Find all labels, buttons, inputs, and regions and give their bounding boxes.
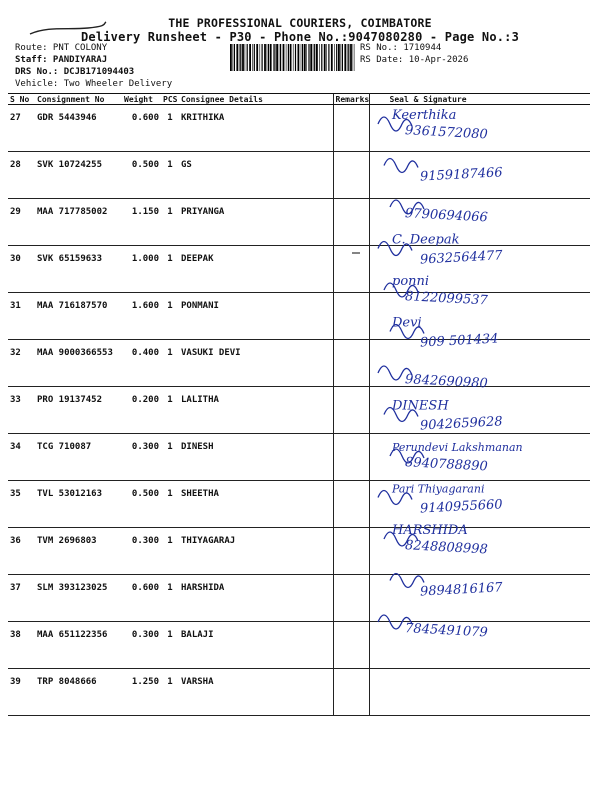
cell-sno: 37 [8, 575, 35, 622]
cell-remarks [333, 481, 369, 528]
cell-consignment: MAA 9000366553 [35, 340, 122, 387]
table-row [8, 152, 590, 199]
handwritten-name: Keerthika [392, 108, 457, 123]
table-row [8, 293, 590, 340]
cell-consignee: THIYAGARAJ [179, 528, 333, 575]
cell-sno: 32 [8, 340, 35, 387]
handwritten-phone: 9842690980 [404, 372, 489, 392]
handwritten-phone: 9361572080 [404, 123, 489, 143]
handwritten-phone: 9042659628 [419, 414, 504, 434]
handwritten-phone: 9632564477 [419, 248, 504, 268]
cell-weight: 0.600 [122, 105, 161, 152]
cell-sno: 38 [8, 622, 35, 669]
handwritten-phone: 9140955660 [419, 497, 504, 517]
cell-pcs: 1 [161, 481, 179, 528]
cell-weight: 0.500 [122, 481, 161, 528]
cell-consignment: TVL 53012163 [35, 481, 122, 528]
cell-signature [369, 434, 590, 481]
table-row [8, 481, 590, 528]
cell-pcs: 1 [161, 340, 179, 387]
cell-signature [369, 246, 590, 293]
cell-weight: 0.300 [122, 528, 161, 575]
cell-consignee: DEEPAK [179, 246, 333, 293]
cell-sno: 34 [8, 434, 35, 481]
handwritten-phone: 8248808998 [404, 538, 489, 558]
header-remarks: Remarks [333, 94, 369, 105]
handwritten-phone: 9159187466 [419, 165, 504, 185]
handwritten-name: Pari Thiyagarani [392, 482, 485, 496]
cell-consignee: GS [179, 152, 333, 199]
cell-sno: 33 [8, 387, 35, 434]
runsheet-title: Delivery Runsheet - P30 - Phone No.:9047080280 - Page No.:3 [80, 30, 520, 44]
cell-signature [369, 669, 590, 716]
cell-consignment: GDR 5443946 [35, 105, 122, 152]
cell-sno: 35 [8, 481, 35, 528]
rs-number: RS No.: 1710944 [360, 43, 442, 53]
table-row [8, 105, 590, 152]
header-consignee: Consignee Details [179, 94, 333, 105]
cell-weight: 0.300 [122, 434, 161, 481]
handwritten-name: Devi [392, 315, 422, 331]
cell-remarks [333, 528, 369, 575]
cell-signature [369, 199, 590, 246]
header-sno: S No [8, 94, 35, 105]
cell-sno: 28 [8, 152, 35, 199]
table-row [8, 199, 590, 246]
table-row [8, 340, 590, 387]
cell-consignment: MAA 717785002 [35, 199, 122, 246]
header-pcs: PCS [163, 94, 178, 104]
table-row [8, 387, 590, 434]
cell-remarks [333, 105, 369, 152]
cell-pcs: 1 [161, 246, 179, 293]
cell-remarks [333, 340, 369, 387]
cell-consignee: SHEETHA [179, 481, 333, 528]
handwritten-name: HARSHIDA [392, 523, 468, 538]
cell-pcs: 1 [161, 105, 179, 152]
cell-weight: 1.600 [122, 293, 161, 340]
company-name: THE PROFESSIONAL COURIERS, COIMBATORE [168, 16, 432, 30]
cell-signature [369, 293, 590, 340]
runsheet-table [8, 93, 590, 716]
vehicle-label: Vehicle: Two Wheeler Delivery [15, 79, 173, 89]
cell-consignment: MAA 651122356 [35, 622, 122, 669]
cell-remarks [333, 387, 369, 434]
cell-weight: 0.500 [122, 152, 161, 199]
handwritten-phone: 909 501434 [419, 331, 499, 351]
table-row [8, 528, 590, 575]
staff-label: Staff: PANDIYARAJ [15, 55, 108, 65]
cell-weight: 1.150 [122, 199, 161, 246]
barcode-image [230, 44, 355, 71]
cell-consignment: SVK 10724255 [35, 152, 122, 199]
cell-weight: 0.200 [122, 387, 161, 434]
handwritten-phone: 9894816167 [419, 580, 504, 600]
handwritten-phone: 9790694066 [404, 206, 489, 226]
cell-pcs: 1 [161, 293, 179, 340]
drs-label: DRS No.: DCJB171094403 [15, 67, 135, 77]
cell-consignee: HARSHIDA [179, 575, 333, 622]
cell-remarks [333, 575, 369, 622]
cell-signature [369, 152, 590, 199]
cell-remarks [333, 622, 369, 669]
table-row [8, 669, 590, 716]
cell-sno: 39 [8, 669, 35, 716]
cell-remarks [333, 669, 369, 716]
cell-pcs: 1 [161, 434, 179, 481]
cell-consignment: TRP 8048666 [35, 669, 122, 716]
cell-sno: 27 [8, 105, 35, 152]
cell-signature [369, 340, 590, 387]
table-row [8, 246, 590, 293]
cell-consignment: SLM 393123025 [35, 575, 122, 622]
cell-pcs: 1 [161, 199, 179, 246]
handwritten-name: Perundevi Lakshmanan [392, 441, 523, 454]
cell-pcs: 1 [161, 528, 179, 575]
cell-consignment: TCG 710087 [35, 434, 122, 481]
handwritten-phone: 8122099537 [404, 289, 489, 309]
handwritten-phone: 8940788890 [404, 455, 489, 475]
cell-consignee: VASUKI DEVI [179, 340, 333, 387]
cell-pcs: 1 [161, 622, 179, 669]
handwritten-phone: 7845491079 [404, 621, 489, 641]
cell-signature [369, 105, 590, 152]
cell-consignee: DINESH [179, 434, 333, 481]
handwritten-name: DINESH [392, 398, 449, 414]
cell-pcs: 1 [161, 387, 179, 434]
cell-weight: 1.000 [122, 246, 161, 293]
cell-pcs: 1 [161, 669, 179, 716]
handwritten-name: C. Deepak [392, 232, 460, 248]
rs-date: RS Date: 10-Apr-2026 [360, 55, 469, 65]
cell-sno: 29 [8, 199, 35, 246]
cell-weight: 0.300 [122, 622, 161, 669]
header-consignment: Consignment No [35, 94, 122, 105]
cell-remarks [333, 199, 369, 246]
cell-signature [369, 481, 590, 528]
cell-consignee: KRITHIKA [179, 105, 333, 152]
cell-consignee: VARSHA [179, 669, 333, 716]
route-label: Route: PNT COLONY [15, 43, 108, 53]
table-header-row [8, 94, 590, 105]
cell-remarks [333, 293, 369, 340]
cell-consignment: PRO 19137452 [35, 387, 122, 434]
header-weight: Weight [122, 94, 161, 105]
cell-remarks [333, 152, 369, 199]
table-row [8, 434, 590, 481]
cell-pcs: 1 [161, 152, 179, 199]
cell-weight: 0.600 [122, 575, 161, 622]
table-row [8, 622, 590, 669]
cell-signature [369, 575, 590, 622]
handwritten-name: ponni [392, 274, 430, 289]
cell-consignment: TVM 2696803 [35, 528, 122, 575]
cell-sno: 36 [8, 528, 35, 575]
cell-consignee: PONMANI [179, 293, 333, 340]
cell-remarks [333, 434, 369, 481]
cell-pcs: 1 [161, 575, 179, 622]
cell-consignee: BALAJI [179, 622, 333, 669]
pen-stroke-mark [28, 20, 108, 40]
cell-consignment: MAA 716187570 [35, 293, 122, 340]
cell-signature [369, 528, 590, 575]
header-signature: Seal & Signature [369, 94, 590, 105]
cell-consignment: SVK 65159633 [35, 246, 122, 293]
cell-consignee: PRIYANGA [179, 199, 333, 246]
cell-weight: 0.400 [122, 340, 161, 387]
cell-weight: 1.250 [122, 669, 161, 716]
cell-signature [369, 387, 590, 434]
table-row [8, 575, 590, 622]
cell-remarks [333, 246, 369, 293]
cell-consignee: LALITHA [179, 387, 333, 434]
cell-sno: 30 [8, 246, 35, 293]
cell-sno: 31 [8, 293, 35, 340]
cell-signature [369, 622, 590, 669]
